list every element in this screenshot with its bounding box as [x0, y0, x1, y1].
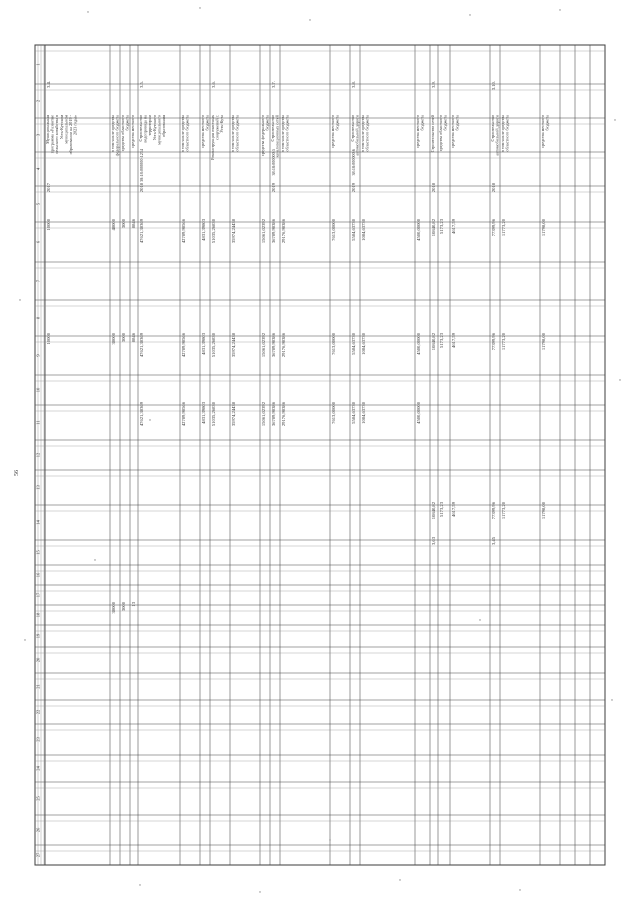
row-value: 5584,63730 [351, 333, 356, 355]
row-value: 5173,23 [439, 502, 444, 517]
column-header-number: 25 [35, 796, 41, 801]
row-number: 3.9. [431, 81, 436, 88]
row-value: 4617,59 [451, 219, 456, 234]
row-name: в том числе средства [230, 115, 235, 153]
row-value: 77399,96 [491, 219, 496, 237]
row-year: 2019 [271, 183, 276, 193]
row-value: 11798,00 [541, 333, 546, 351]
row-value: 4831,39803 [201, 219, 206, 241]
page-number-text: 56 [14, 470, 20, 476]
column-header-number: 20 [35, 657, 41, 663]
row-value: 4617,59 [451, 333, 456, 348]
column-header-number: 11 [35, 420, 41, 425]
row-name: областного бюджета [234, 115, 240, 152]
row-name: Усть-Кутского [151, 115, 157, 141]
row-number: 3.7. [271, 81, 276, 88]
column-header-number: 23 [35, 737, 41, 742]
column-header-number: 14 [35, 520, 41, 525]
row-value: 1084,63730 [361, 219, 366, 241]
row-value: 4500,00000 [416, 219, 421, 241]
row-value: 5584,63730 [351, 219, 356, 241]
row-name: образовании на 2019 - [68, 115, 73, 155]
row-name: бюджета [544, 115, 550, 131]
row-value: 7613,00000 [331, 219, 336, 241]
row-value: 10840,82 [431, 333, 436, 351]
page-number [14, 470, 20, 476]
row-code: 38:18:000000:5 [271, 149, 276, 176]
row-year: 2018 [491, 183, 496, 193]
row-name: средства местного [415, 115, 420, 148]
row-name: бюджета [454, 115, 460, 131]
column-header-number: 8 [35, 316, 41, 320]
row-value: 77399,96 [491, 502, 496, 520]
row-name: федерального бюджета [114, 115, 120, 157]
row-value: 7613,00000 [331, 402, 336, 424]
row-name: областного бюджета [184, 115, 190, 152]
row-name: в том числе средства [500, 115, 505, 153]
row-name: бюджета [442, 115, 448, 131]
row-value: 10000 [46, 333, 51, 345]
row-value: 4617,59 [451, 502, 456, 517]
column-header-number: 19 [35, 633, 41, 639]
row-name: областного бюджета [364, 115, 370, 152]
row-name: в том числе средства [280, 115, 285, 153]
row-number: 3.10. [491, 81, 496, 91]
row-code: 38:18:000000:1234 [139, 149, 144, 182]
column-header-number: 2 [35, 99, 41, 103]
row-value: 10840,82 [431, 502, 436, 520]
row-value: 47621,38369 [139, 219, 144, 244]
row-name: Строительство сетей [430, 115, 435, 153]
row-name: в том числе средства [110, 115, 115, 153]
row-value: 10840,82 [431, 219, 436, 237]
row-number: 3.5. [139, 81, 144, 88]
row-number: 3.8. [351, 81, 356, 88]
column-header-number: 16 [35, 572, 41, 578]
row-name: муниципального [156, 115, 162, 145]
row-value: 4831,39803 [201, 333, 206, 355]
row-value: 10000 [46, 219, 51, 231]
row-value: 51035,26830 [211, 333, 216, 358]
row-value: 47621,38369 [139, 402, 144, 427]
row-value: 11773,20 [501, 219, 506, 237]
row-value: 36789,98386 [271, 219, 276, 244]
row-value: 3000 [121, 602, 126, 612]
row-value: 29176,98386 [281, 219, 286, 244]
row-value: 36789,98386 [271, 402, 276, 427]
column-header-number: 7 [35, 279, 41, 283]
row-value: 36789,98386 [271, 333, 276, 358]
column-header-number: 4 [35, 167, 41, 171]
column-header-number: 26 [35, 827, 41, 833]
row-name: средства областного [438, 115, 443, 152]
column-header-number: 21 [35, 684, 41, 689]
row-value: 11773,20 [501, 502, 506, 520]
row-value: 47621,38369 [139, 333, 144, 358]
row-value: 3,45 [491, 537, 496, 546]
column-header-number: 10 [35, 387, 41, 393]
column-header-number: 5 [35, 202, 41, 206]
row-value: 35974,24438 [231, 402, 236, 427]
row-number: 3.6. [211, 81, 216, 88]
row-name: образования [161, 115, 166, 138]
row-value: 15061,02392 [261, 333, 266, 358]
column-header-number: 18 [35, 612, 41, 618]
row-name: территории [147, 115, 153, 136]
row-name: бюджета [204, 115, 210, 131]
row-year: 2017 [46, 183, 51, 193]
row-name: канализационных сетей [274, 115, 280, 158]
column-header-number: 27 [35, 852, 41, 858]
row-name: Строительство [490, 115, 495, 142]
row-name: бюджета [264, 115, 270, 131]
row-name: автомобильной дороги [494, 114, 500, 156]
column-header-number: 22 [35, 709, 41, 715]
column-header-number: 9 [35, 354, 41, 357]
row-name: автомобильной дороги [354, 115, 360, 156]
row-name: средства местного [450, 115, 455, 148]
column-header-number: 17 [35, 592, 41, 598]
row-name: бюджета [334, 115, 340, 131]
row-name: Муниципальная [45, 115, 50, 144]
row-name: водопровода на [142, 115, 148, 143]
row-name: 2023 годы» [72, 115, 78, 136]
row-value: 29176,98386 [281, 402, 286, 427]
row-name: средства федерального [260, 115, 265, 156]
row-value: 42789,98566 [181, 219, 186, 244]
row-value: 5173,23 [439, 333, 444, 348]
row-value: 7613,00000 [331, 333, 336, 355]
row-value: 38000 [111, 333, 116, 345]
column-header-number: 1 [35, 63, 41, 66]
row-value: 51035,26830 [211, 402, 216, 427]
row-name: средства областного [120, 115, 125, 152]
row-name: средства местного [540, 115, 545, 148]
row-name: областного бюджета [284, 115, 290, 152]
row-value: 3000 [121, 333, 126, 343]
row-name: бюджета [419, 115, 425, 131]
row-value: 8846 [131, 219, 136, 229]
row-name: областного бюджета [504, 114, 510, 152]
row-name: сооружений г. [214, 115, 220, 140]
row-value: 3,63 [431, 537, 436, 546]
row-name: в том числе средства [360, 115, 365, 153]
row-name: Реконструкция очистных [210, 115, 215, 160]
column-header-number: 3 [35, 133, 41, 137]
column-header-number: 12 [35, 452, 41, 458]
row-name: бюджета [124, 115, 130, 131]
row-value: 5584,63730 [351, 402, 356, 424]
row-value: 5173,23 [439, 219, 444, 234]
row-name: Усть-Кута [219, 115, 225, 133]
column-header-number: 15 [35, 550, 41, 555]
row-year: 2019 [351, 183, 356, 193]
column-header-number: 6 [35, 240, 41, 244]
row-code: 38:18:000000:6 [351, 149, 356, 176]
row-year: 2018 [139, 183, 144, 193]
row-value: 35974,24438 [231, 219, 236, 244]
row-value: 77399,96 [491, 333, 496, 351]
row-value: 51035,26830 [211, 219, 216, 244]
row-value: 11798,00 [541, 219, 546, 237]
row-value: 48000 [111, 219, 116, 231]
row-name: сельского хозяйства в [54, 115, 60, 154]
row-year: 2018 [431, 183, 436, 193]
row-value: 11773,20 [501, 333, 506, 351]
row-value: 15061,02392 [261, 402, 266, 427]
row-value: 29176,98386 [281, 333, 286, 358]
row-name: муниципальном [63, 115, 69, 144]
row-value: 11798,00 [541, 502, 546, 520]
row-value: 1084,63730 [361, 333, 366, 355]
row-value: 8846 [131, 333, 136, 343]
row-name: программа «Развитие [49, 115, 55, 154]
column-header-number: 24 [35, 766, 41, 771]
row-name: средства местного [330, 115, 335, 148]
row-name: Усть-Кутском [58, 115, 64, 140]
row-name: средства местного [130, 115, 135, 148]
row-value: 3000 [121, 219, 126, 229]
row-value: 15061,02392 [261, 219, 266, 244]
row-value: 4500,00000 [416, 333, 421, 355]
row-value: 38000 [111, 602, 116, 614]
row-value: 42789,98566 [181, 333, 186, 358]
row-name: Строительство [350, 115, 355, 142]
row-value: 4831,39803 [201, 402, 206, 424]
row-name: средства местного [200, 115, 205, 148]
row-value: 13 [131, 602, 136, 607]
row-name: Строительство [138, 115, 143, 142]
row-value: 4500,00000 [416, 402, 421, 424]
row-name: Строительство [270, 115, 275, 142]
row-value: 1084,63730 [361, 402, 366, 424]
row-value: 42789,98566 [181, 402, 186, 427]
column-header-number: 13 [35, 485, 41, 490]
row-number: 3.4. [46, 81, 51, 88]
row-name: в том числе средства [180, 115, 185, 153]
row-value: 35974,24438 [231, 333, 236, 358]
